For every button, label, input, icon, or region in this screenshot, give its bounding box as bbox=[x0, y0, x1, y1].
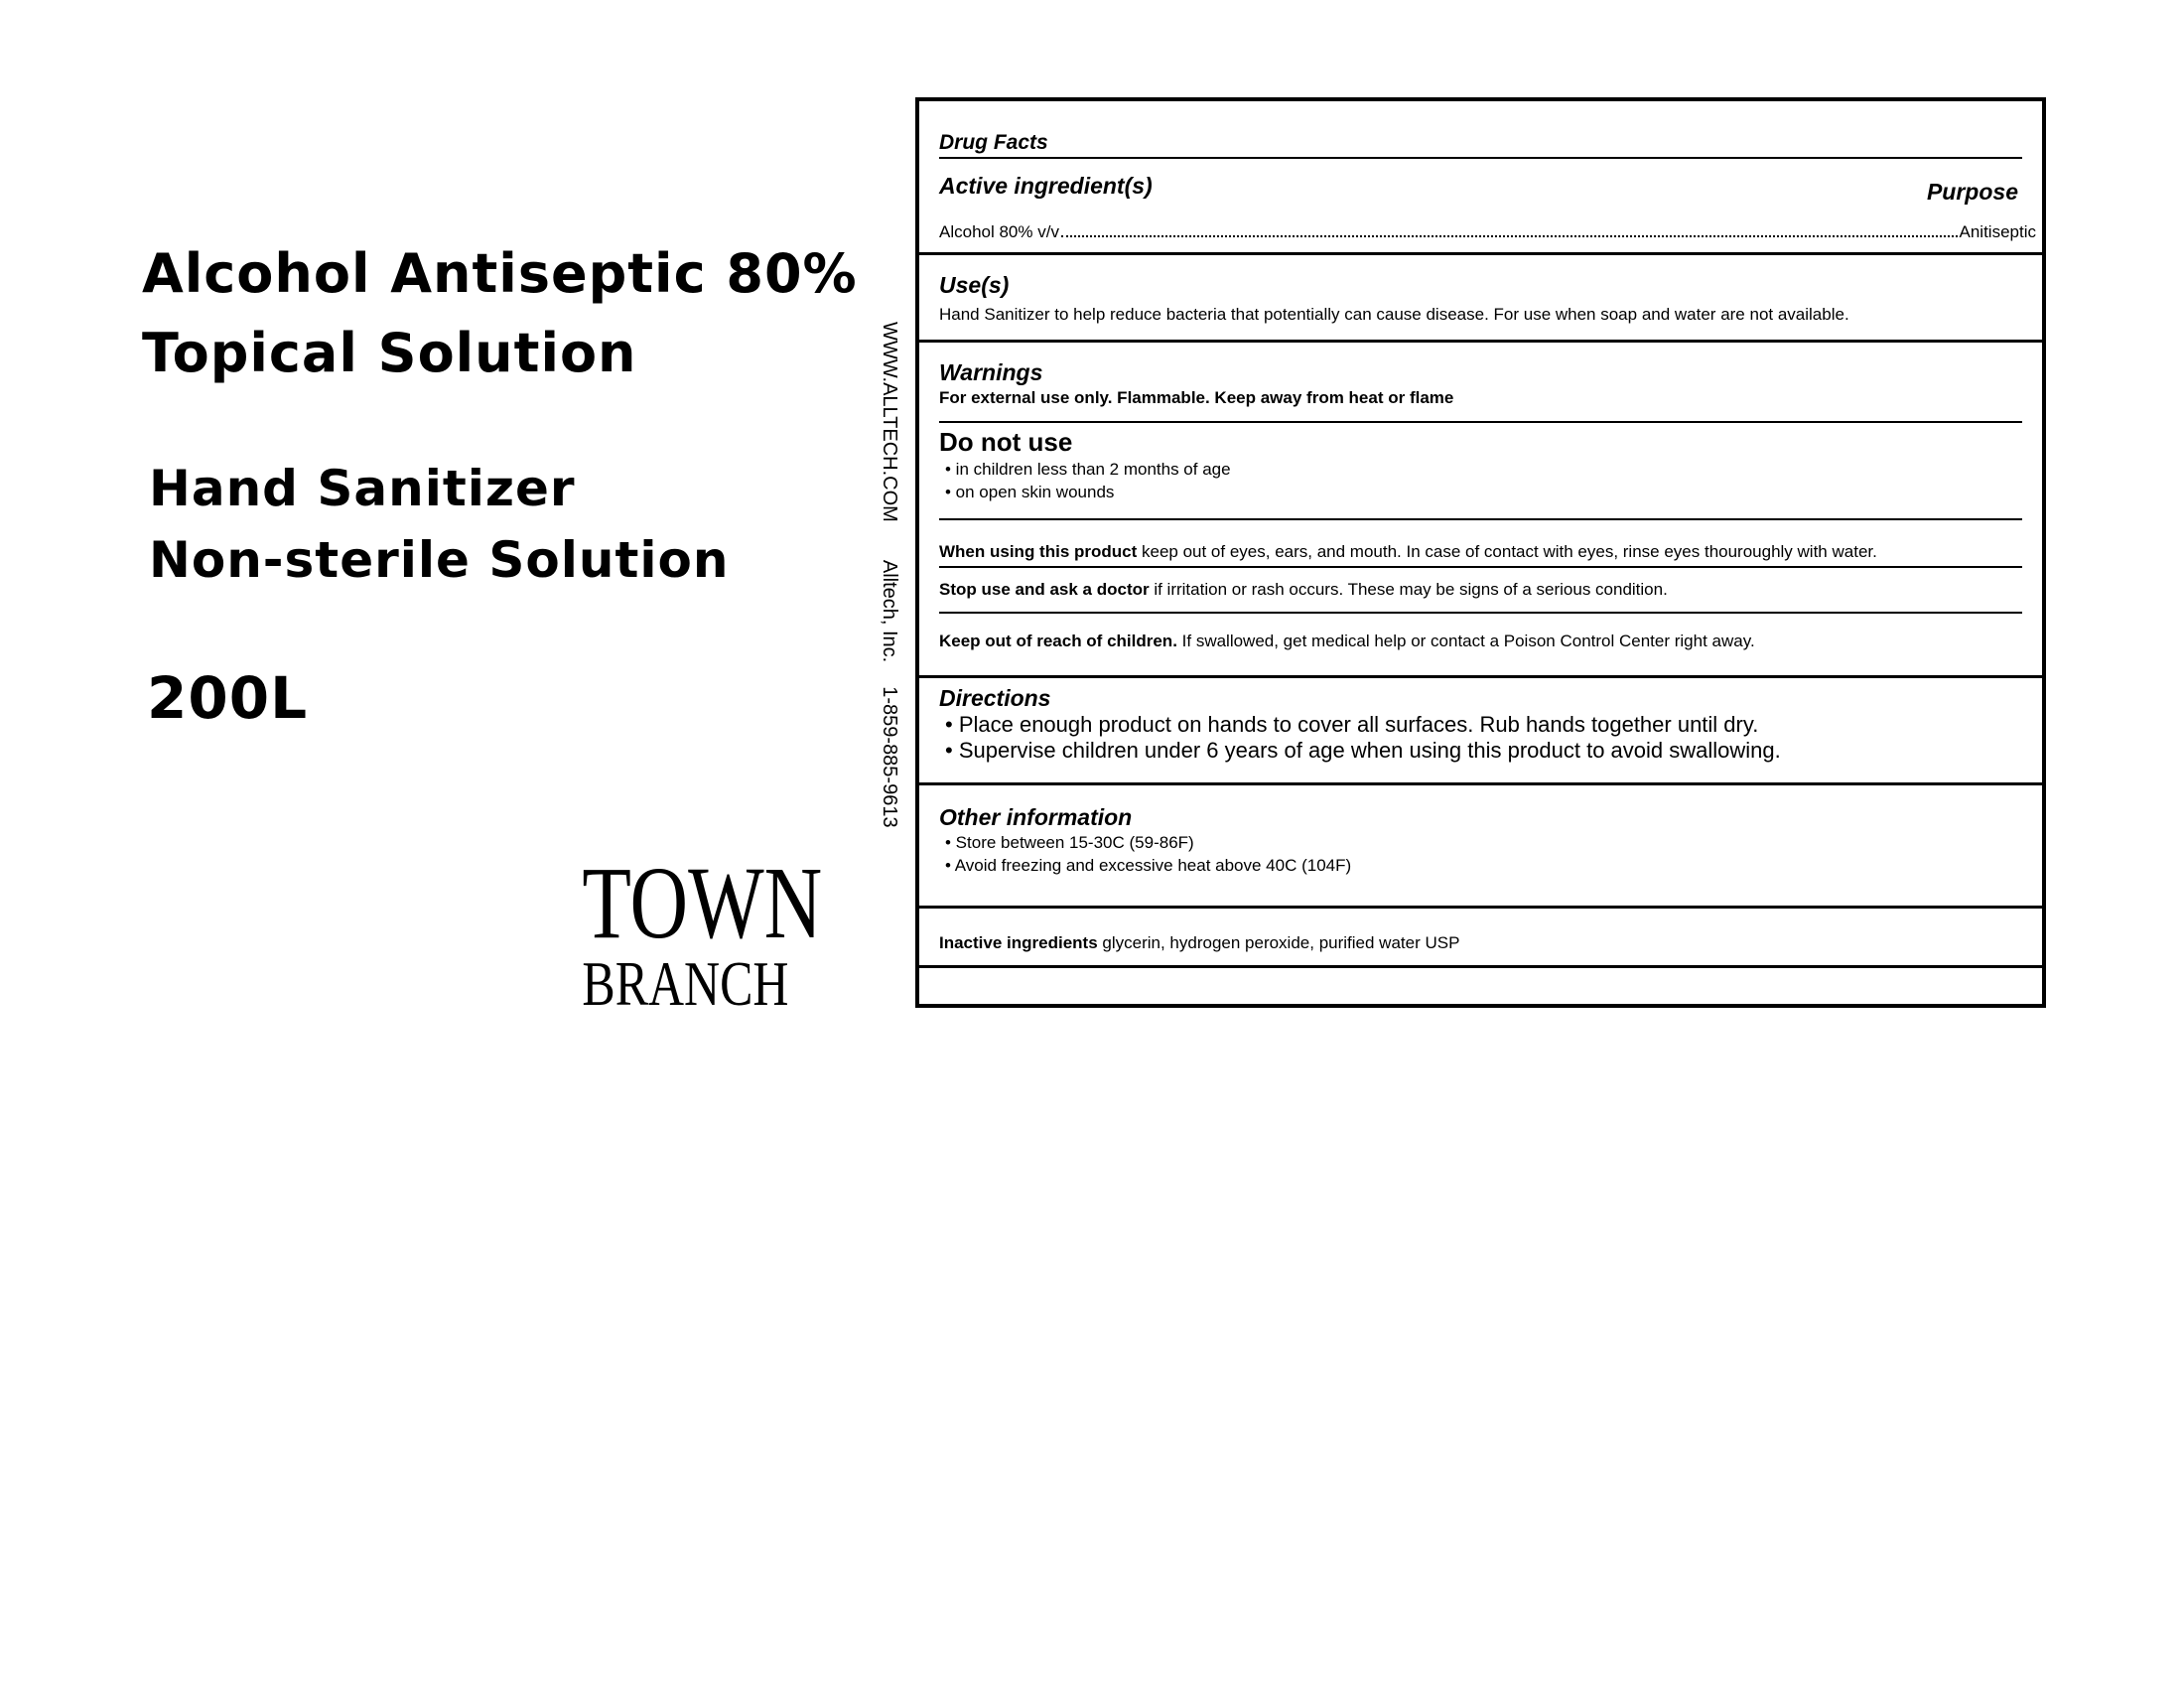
subtitle-line-2: Non-sterile Solution bbox=[149, 531, 730, 589]
warnings-section bbox=[939, 359, 2022, 408]
when-using-section bbox=[939, 542, 2022, 562]
keep-out-text: If swallowed, get medical help or contact a Poison Control Center right away. bbox=[1176, 632, 1755, 650]
other-info-section bbox=[939, 804, 2022, 877]
other-info-heading: Other information bbox=[939, 804, 1133, 830]
directions-item: • Place enough product on hands to cover all surfaces. Rub hands together until dry. bbox=[945, 712, 1759, 737]
side-vertical-text bbox=[874, 322, 905, 878]
product-subtitle bbox=[149, 453, 729, 596]
active-ingredient-header bbox=[939, 173, 2022, 205]
other-info-item: • Avoid freezing and excessive heat above 40C (104F) bbox=[945, 856, 1352, 875]
inactive-text: glycerin, hydrogen peroxide, purified water USP bbox=[1097, 933, 1460, 952]
active-ingredient-row bbox=[939, 222, 2036, 242]
purpose-value: Anitiseptic bbox=[1959, 222, 2036, 241]
warnings-text: For external use only. Flammable. Keep away from heat or flame bbox=[939, 388, 1454, 407]
product-volume: 200L bbox=[147, 664, 309, 732]
inactive-label: Inactive ingredients bbox=[939, 933, 1098, 952]
purpose-heading: Purpose bbox=[1926, 179, 2018, 205]
do-not-use-section bbox=[939, 427, 2022, 503]
uses-heading: Use(s) bbox=[939, 272, 1010, 298]
website-text: WWW.ALLTECH.COM bbox=[879, 322, 900, 522]
title-line-1: Alcohol Antiseptic 80% bbox=[142, 242, 858, 305]
phone-text: 1-859-885-9613 bbox=[879, 686, 900, 828]
active-ingredient-value: Alcohol 80% v/v bbox=[939, 222, 1059, 241]
when-using-text: keep out of eyes, ears, and mouth. In case of contact with eyes, rinse eyes thouroughly with water. bbox=[1137, 542, 1877, 561]
drug-facts-panel bbox=[915, 97, 2046, 1008]
logo-word-town: TOWN bbox=[582, 846, 823, 960]
warnings-heading: Warnings bbox=[939, 359, 1043, 385]
inactive-section bbox=[939, 933, 2022, 953]
stop-use-text: if irritation or rash occurs. These may be signs of a serious condition. bbox=[1149, 580, 1668, 599]
do-not-use-item: • in children less than 2 months of age bbox=[945, 460, 1231, 479]
company-text: Alltech, Inc. bbox=[879, 559, 900, 663]
keep-out-label: Keep out of reach of children. bbox=[939, 632, 1177, 650]
other-info-item: • Store between 15-30C (59-86F) bbox=[945, 833, 1194, 852]
drug-facts-heading: Drug Facts bbox=[939, 131, 1048, 154]
uses-section bbox=[939, 272, 2022, 325]
do-not-use-item: • on open skin wounds bbox=[945, 483, 1115, 501]
directions-item: • Supervise children under 6 years of age when using this product to avoid swallowing. bbox=[945, 738, 1781, 763]
do-not-use-heading: Do not use bbox=[939, 427, 1073, 457]
active-ingredient-heading: Active ingredient(s) bbox=[939, 173, 1153, 199]
stop-use-label: Stop use and ask a doctor bbox=[939, 580, 1150, 599]
town-branch-logo bbox=[556, 846, 823, 1019]
drug-facts-heading-block bbox=[939, 131, 2022, 155]
when-using-label: When using this product bbox=[939, 542, 1138, 561]
stop-use-section bbox=[939, 580, 2022, 600]
directions-heading: Directions bbox=[939, 685, 1051, 711]
subtitle-line-1: Hand Sanitizer bbox=[149, 460, 576, 517]
title-line-2: Topical Solution bbox=[142, 322, 637, 384]
keep-out-section bbox=[939, 632, 2022, 651]
directions-section bbox=[939, 685, 2022, 764]
uses-text: Hand Sanitizer to help reduce bacteria that potentially can cause disease. For use when soap and water are not available. bbox=[939, 305, 1849, 324]
product-title bbox=[142, 234, 858, 393]
logo-word-branch: BRANCH bbox=[582, 948, 789, 1019]
